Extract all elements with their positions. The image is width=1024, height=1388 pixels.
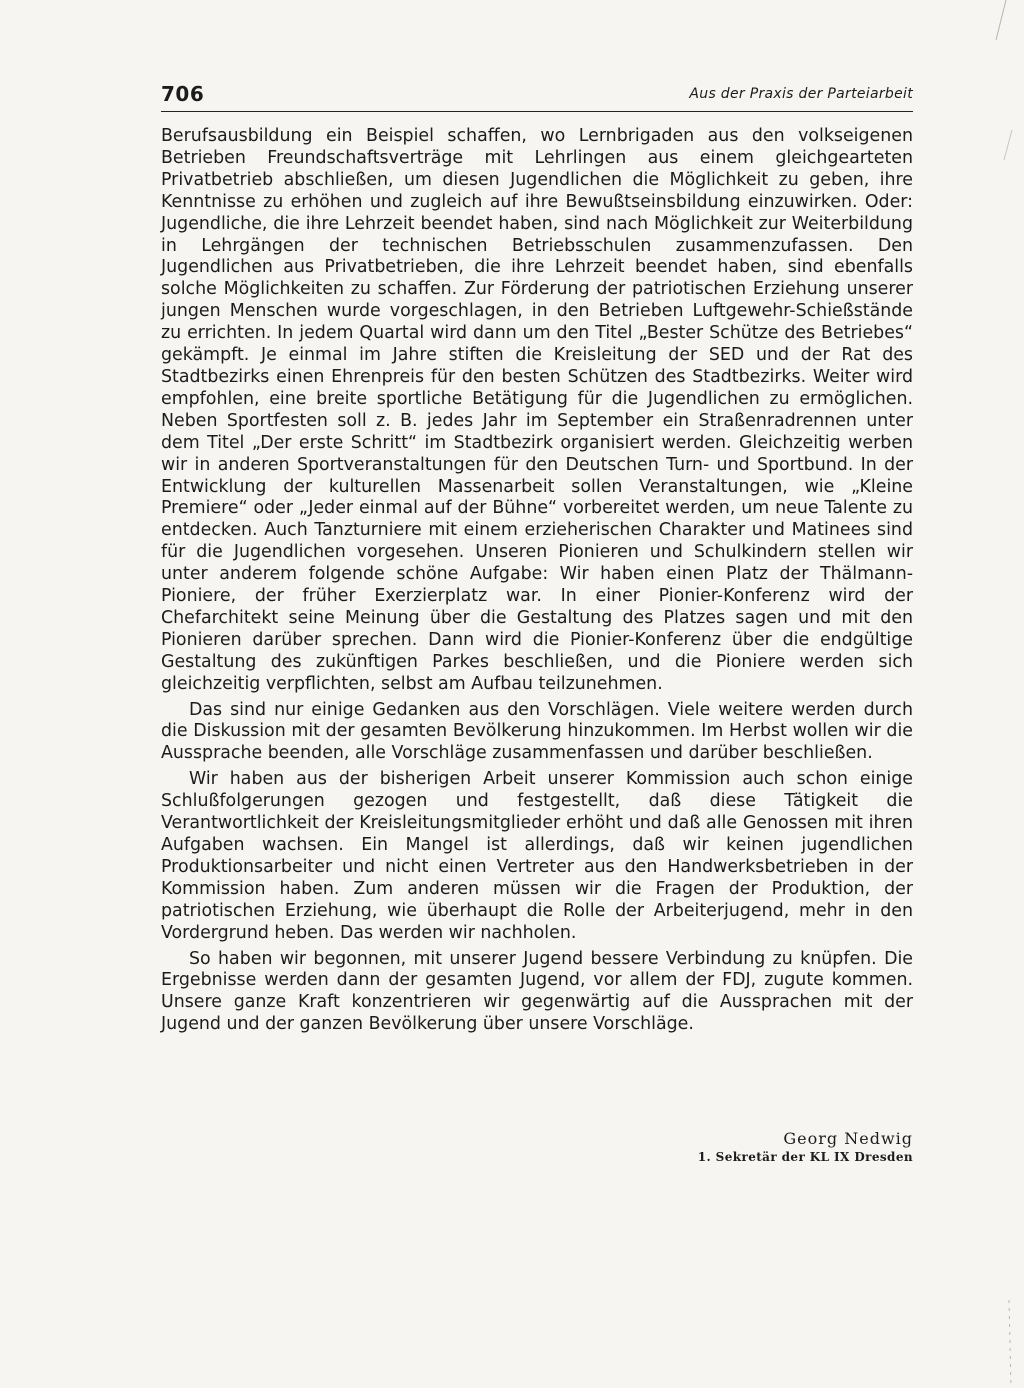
page-number: 706: [161, 82, 205, 106]
author-name: Georg Nedwig: [783, 1129, 913, 1148]
running-head: Aus der Praxis der Parteiarbeit: [689, 86, 913, 102]
article-body: [161, 126, 913, 1036]
paragraph-continuation: Berufsausbildung ein Beispiel schaffen, wo Lernbrigaden aus den volkseigenen Betrieben Freundschaftsverträge mit Lehrlingen aus einem gleichgearteten Privatbetrieb abschließen, um diesen Jugendlichen die Möglichkeit zu geben, ihre Kenntnisse zu erhöhen und zugleich auf ihre Bewußtseinsbildung einzuwirken. Oder: Jugendliche, die ihre Lehrzeit beendet haben, sind nach Möglichkeit zur Weiterbildung in Lehrgängen der technischen Betriebsschulen zusammenzufassen. Den Jugendlichen aus Privatbetrieben, die ihre Lehrzeit beendet haben, sind ebenfalls solche Möglichkeiten zu schaffen. Zur Förderung der patriotischen Erziehung unserer jungen Menschen wurde vorgeschlagen, in den Betrieben Luftgewehr-Schießstände zu errichten. In jedem Quartal wird dann um den Titel „Bester Schütze des Betriebes“ gekämpft. Je einmal im Jahre stiften die Kreisleitung der SED und der Rat des Stadtbezirks einen Ehrenpreis für den besten Schützen des Stadtbezirks. Weiter wird empfohlen, eine breite sportliche Betätigung für die Jugendlichen zu ermöglichen. Neben Sportfesten soll z. B. jedes Jahr im September ein Straßenradrennen unter dem Titel „Der erste Schritt“ im Stadtbezirk organisiert werden. Gleichzeitig werben wir in anderen Sportveranstaltungen für den Deutschen Turn- und Sportbund. In der Entwicklung der kulturellen Massenarbeit sollen Veranstaltungen, wie „Kleine Premiere“ oder „Jeder einmal auf der Bühne“ vorbereitet werden, um neue Talente zu entdecken. Auch Tanzturniere mit einem erzieherischen Charakter und Matinees sind für die Jugendlichen vorgesehen. Unseren Pionieren und Schulkindern stellen wir unter anderem folgende schöne Aufgabe: Wir haben einen Platz der Thälmann-Pioniere, der früher Exerzierplatz war. In einer Pionier-Konferenz wird der Chefarchitekt seine Meinung über die Gestaltung des Platzes sagen und mit den Pionieren darüber sprechen. Dann wird die Pionier-Konferenz über die endgültige Gestaltung des zukünftigen Parkes beschließen, und die Pioniere werden sich gleichzeitig verpflichten, selbst am Aufbau teilzunehmen.: [161, 126, 913, 694]
scan-edge-marks: [976, 0, 1016, 1388]
paragraph: Das sind nur einige Gedanken aus den Vorschlägen. Viele weitere werden durch die Diskussion mit der gesamten Bevölkerung hinzukommen. Im Herbst wollen wir die Aussprache beenden, alle Vorschläge zusammenfassen und darüber beschließen.: [161, 699, 913, 764]
header-rule: [161, 111, 913, 112]
signature-block: [698, 1129, 913, 1164]
author-title: 1. Sekretär der KL IX Dresden: [697, 1150, 913, 1164]
paragraph: Wir haben aus der bisherigen Arbeit unserer Kommission auch schon einige Schlußfolgerungen gezogen und festgestellt, daß diese Tätigkeit die Verantwortlichkeit der Kreisleitungsmitglieder erhöht und daß alle Genossen mit ihren Aufgaben wachsen. Ein Mangel ist allerdings, daß wir keinen jugendlichen Produktionsarbeiter und nicht einen Vertreter aus den Handwerksbetrieben in der Kommission haben. Zum anderen müssen wir die Fragen der Produktion, der patriotischen Erziehung, wie überhaupt die Rolle der Arbeiterjugend, mehr in den Vordergrund heben. Das werden wir nachholen.: [161, 769, 913, 943]
paragraph: So haben wir begonnen, mit unserer Jugend bessere Verbindung zu knüpfen. Die Ergebnisse werden dann der gesamten Jugend, vor allem der FDJ, zugute kommen. Unsere ganze Kraft konzentrieren wir gegenwärtig auf die Aussprachen mit der Jugend und der ganzen Bevölkerung über unsere Vorschläge.: [161, 948, 913, 1035]
page-header: [161, 82, 913, 112]
